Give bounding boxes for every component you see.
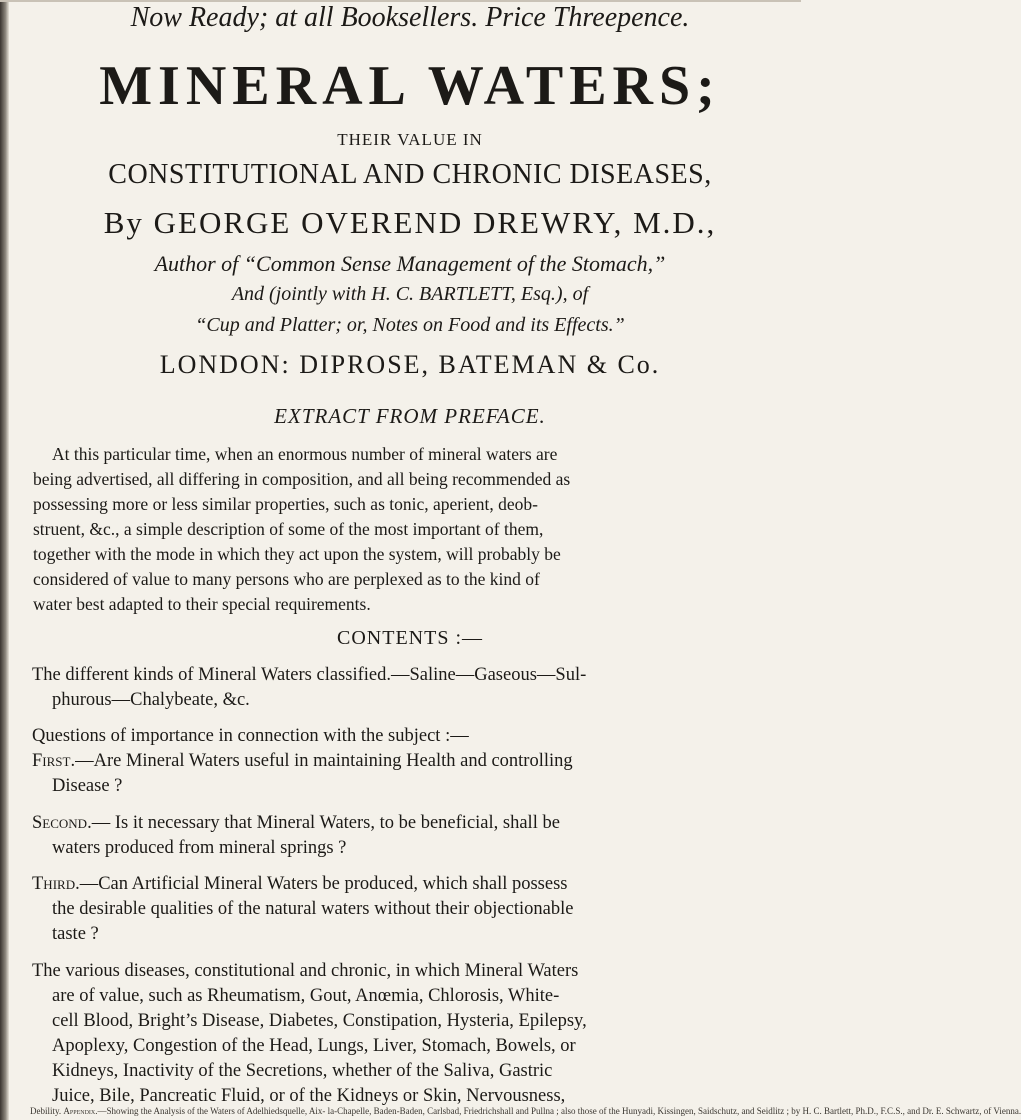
main-title: MINERAL WATERS; — [99, 55, 721, 117]
contents-classified-line: The different kinds of Mineral Waters classified.—Saline—Gaseous—Sul- — [32, 665, 587, 685]
preface-line: possessing more or less similar properties, such as tonic, aperient, deob- — [33, 494, 538, 514]
appendix-label: Appendix. — [63, 1106, 98, 1116]
preface-heading: EXTRACT FROM PREFACE. — [274, 404, 546, 428]
contents-third-continuation: taste ? — [52, 924, 99, 944]
subtitle-small: THEIR VALUE IN — [337, 130, 483, 149]
contents-diseases-line: Apoplexy, Congestion of the Head, Lungs, Liver, Stomach, Bowels, or — [52, 1036, 576, 1056]
joint-work-title: “Cup and Platter; or, Notes on Food and its Effects.” — [195, 314, 625, 336]
preface-line: being advertised, all differing in composition, and all being recommended as — [33, 469, 571, 489]
joint-author-line: And (jointly with H. C. BARTLETT, Esq.), of — [231, 283, 589, 305]
contents-diseases-line: Kidneys, Inactivity of the Secretions, whether of the Saliva, Gastric — [52, 1061, 553, 1081]
contents-questions-intro: Questions of importance in connection with the subject :— — [32, 726, 469, 746]
third-text: —Can Artificial Mineral Waters be produced, which shall possess — [79, 874, 568, 894]
appendix-continuation: Bartlett, Ph.D., F.C.S., and Dr. E. Schwartz, of Vienna. — [824, 1106, 1021, 1116]
preface-line: water best adapted to their special requirements. — [33, 594, 371, 614]
contents-third-question — [32, 874, 568, 895]
second-text: — Is it necessary that Mineral Waters, to be beneficial, shall be — [91, 813, 560, 833]
contents-third-continuation: the desirable qualities of the natural waters without their objectionable — [52, 899, 574, 919]
contents-diseases-line: The various diseases, constitutional and chronic, in which Mineral Waters — [32, 961, 579, 981]
author-byline: By GEORGE OVEREND DREWRY, M.D., — [103, 205, 717, 240]
appendix-text: —Showing the Analysis of the Waters of Adelhiedsquelle, Aix- — [97, 1106, 326, 1116]
publisher-line: LONDON: DIPROSE, BATEMAN & Co. — [159, 350, 661, 379]
announcement-line: Now Ready; at all Booksellers. Price Threepence. — [130, 2, 690, 33]
contents-second-question — [32, 813, 560, 834]
contents-diseases-line: are of value, such as Rheumatism, Gout, Anœmia, Chlorosis, White- — [52, 986, 560, 1006]
preface-line: considered of value to many persons who are perplexed as to the kind of — [33, 569, 540, 589]
contents-classified-line: phurous—Chalybeate, &c. — [52, 690, 250, 710]
preface-line: At this particular time, when an enormous number of mineral waters are — [52, 444, 558, 464]
page-binding-edge — [0, 0, 9, 1120]
contents-second-continuation: waters produced from mineral springs ? — [52, 838, 347, 858]
contents-overflow — [30, 1104, 1021, 1118]
contents-diseases-line: Debility. — [30, 1106, 62, 1116]
preface-line: struent, &c., a simple description of some of the most important of them, — [33, 519, 544, 539]
first-label: First. — [32, 751, 76, 771]
contents-first-continuation: Disease ? — [52, 776, 123, 796]
appendix-continuation: la-Chapelle, Baden-Baden, Carlsbad, Friedrichshall and Pullna ; also — [327, 1106, 576, 1116]
subtitle-large: CONSTITUTIONAL AND CHRONIC DISEASES, — [108, 159, 712, 190]
second-label: Second. — [32, 813, 92, 833]
appendix-continuation: those of the Hunyadi, Kissingen, Saidschutz, and Seidlitz ; by H. C. — [577, 1106, 822, 1116]
author-previous-work: Author of “Common Sense Management of the Stomach,” — [154, 251, 666, 276]
preface-line: together with the mode in which they act upon the system, will probably be — [33, 544, 561, 564]
contents-first-question — [32, 751, 573, 772]
first-text: —Are Mineral Waters useful in maintaining Health and controlling — [75, 751, 573, 771]
contents-diseases-line: Juice, Bile, Pancreatic Fluid, or of the Kidneys or Skin, Nervousness, — [52, 1086, 566, 1106]
contents-diseases-line: cell Blood, Bright’s Disease, Diabetes, Constipation, Hysteria, Epilepsy, — [52, 1011, 587, 1031]
third-label: Third. — [32, 874, 80, 894]
contents-heading: CONTENTS :— — [337, 627, 483, 649]
